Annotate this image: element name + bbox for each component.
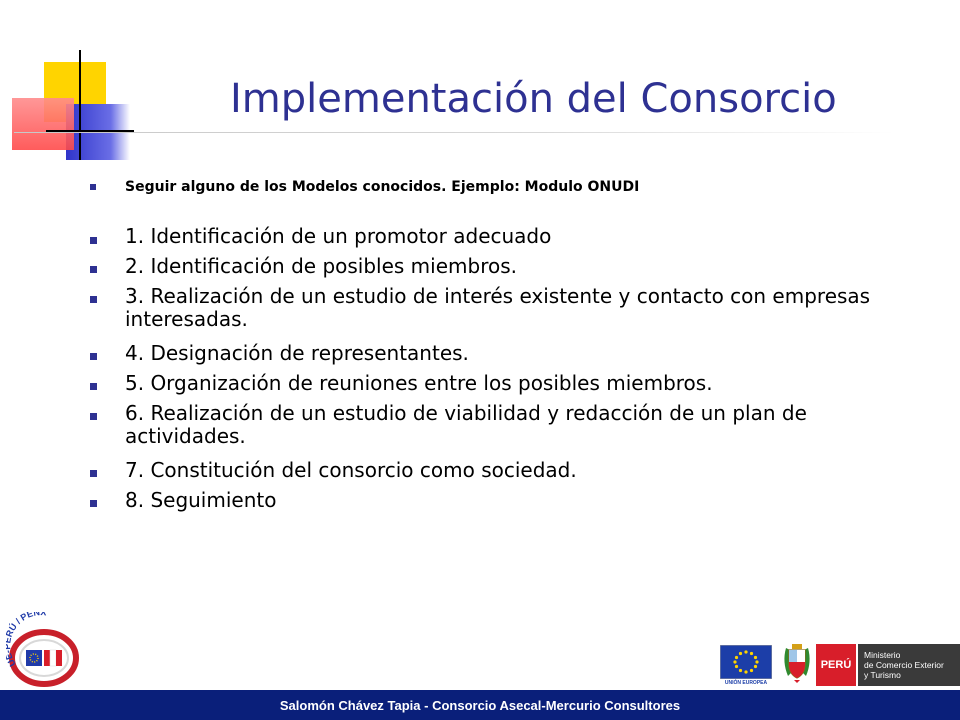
peru-coat-of-arms-icon [782, 642, 812, 684]
step-4: 4. Designación de representantes. [125, 341, 469, 365]
deco-red-square [12, 98, 74, 150]
bullet-step-1 [90, 237, 97, 244]
step-6: 6. Realización de un estudio de viabilidad y redacción de un plan de actividades. [125, 401, 807, 448]
intro-text: Seguir alguno de los Modelos conocidos. Ejemplo: Modulo ONUDI [125, 179, 640, 195]
bullet-step-7 [90, 470, 97, 477]
title-divider [14, 132, 894, 133]
peru-label: PERÚ [816, 644, 856, 686]
deco-vertical-line [79, 50, 81, 160]
penx-logo-text: U Ú / PENX [6, 612, 47, 669]
eu-flag [720, 645, 772, 685]
bullet-step-5 [90, 383, 97, 390]
bullet-step-4 [90, 353, 97, 360]
step-3: 3. Realización de un estudio de interés existente y contacto con empresas interesadas. [125, 284, 871, 331]
ministry-line-3: y Turismo [864, 670, 901, 680]
step-5: 5. Organización de reuniones entre los posibles miembros. [125, 371, 713, 395]
bullet-step-3 [90, 296, 97, 303]
step-8: 8. Seguimiento [125, 488, 277, 512]
step-2: 2. Identificación de posibles miembros. [125, 254, 518, 278]
bullet-intro [90, 184, 96, 190]
ministry-line-1: Ministerio [864, 650, 901, 660]
bullet-step-6 [90, 413, 97, 420]
bullet-step-8 [90, 500, 97, 507]
step-1: 1. Identificación de un promotor adecuado [125, 224, 552, 248]
mincetur-logo [816, 644, 960, 686]
step-7: 7. Constitución del consorcio como sociedad. [125, 458, 577, 482]
footer-bar [0, 690, 960, 720]
bullet-step-2 [90, 266, 97, 273]
footer-text: Salomón Chávez Tapia - Consorcio Asecal-Mercurio Consultores [279, 697, 681, 713]
eu-caption: UNIÓN EUROPEA [724, 680, 768, 686]
ministry-line-2: de Comercio Exterior [864, 660, 944, 670]
slide-title: Implementación del Consorcio [230, 76, 837, 122]
penx-logo [6, 612, 80, 688]
